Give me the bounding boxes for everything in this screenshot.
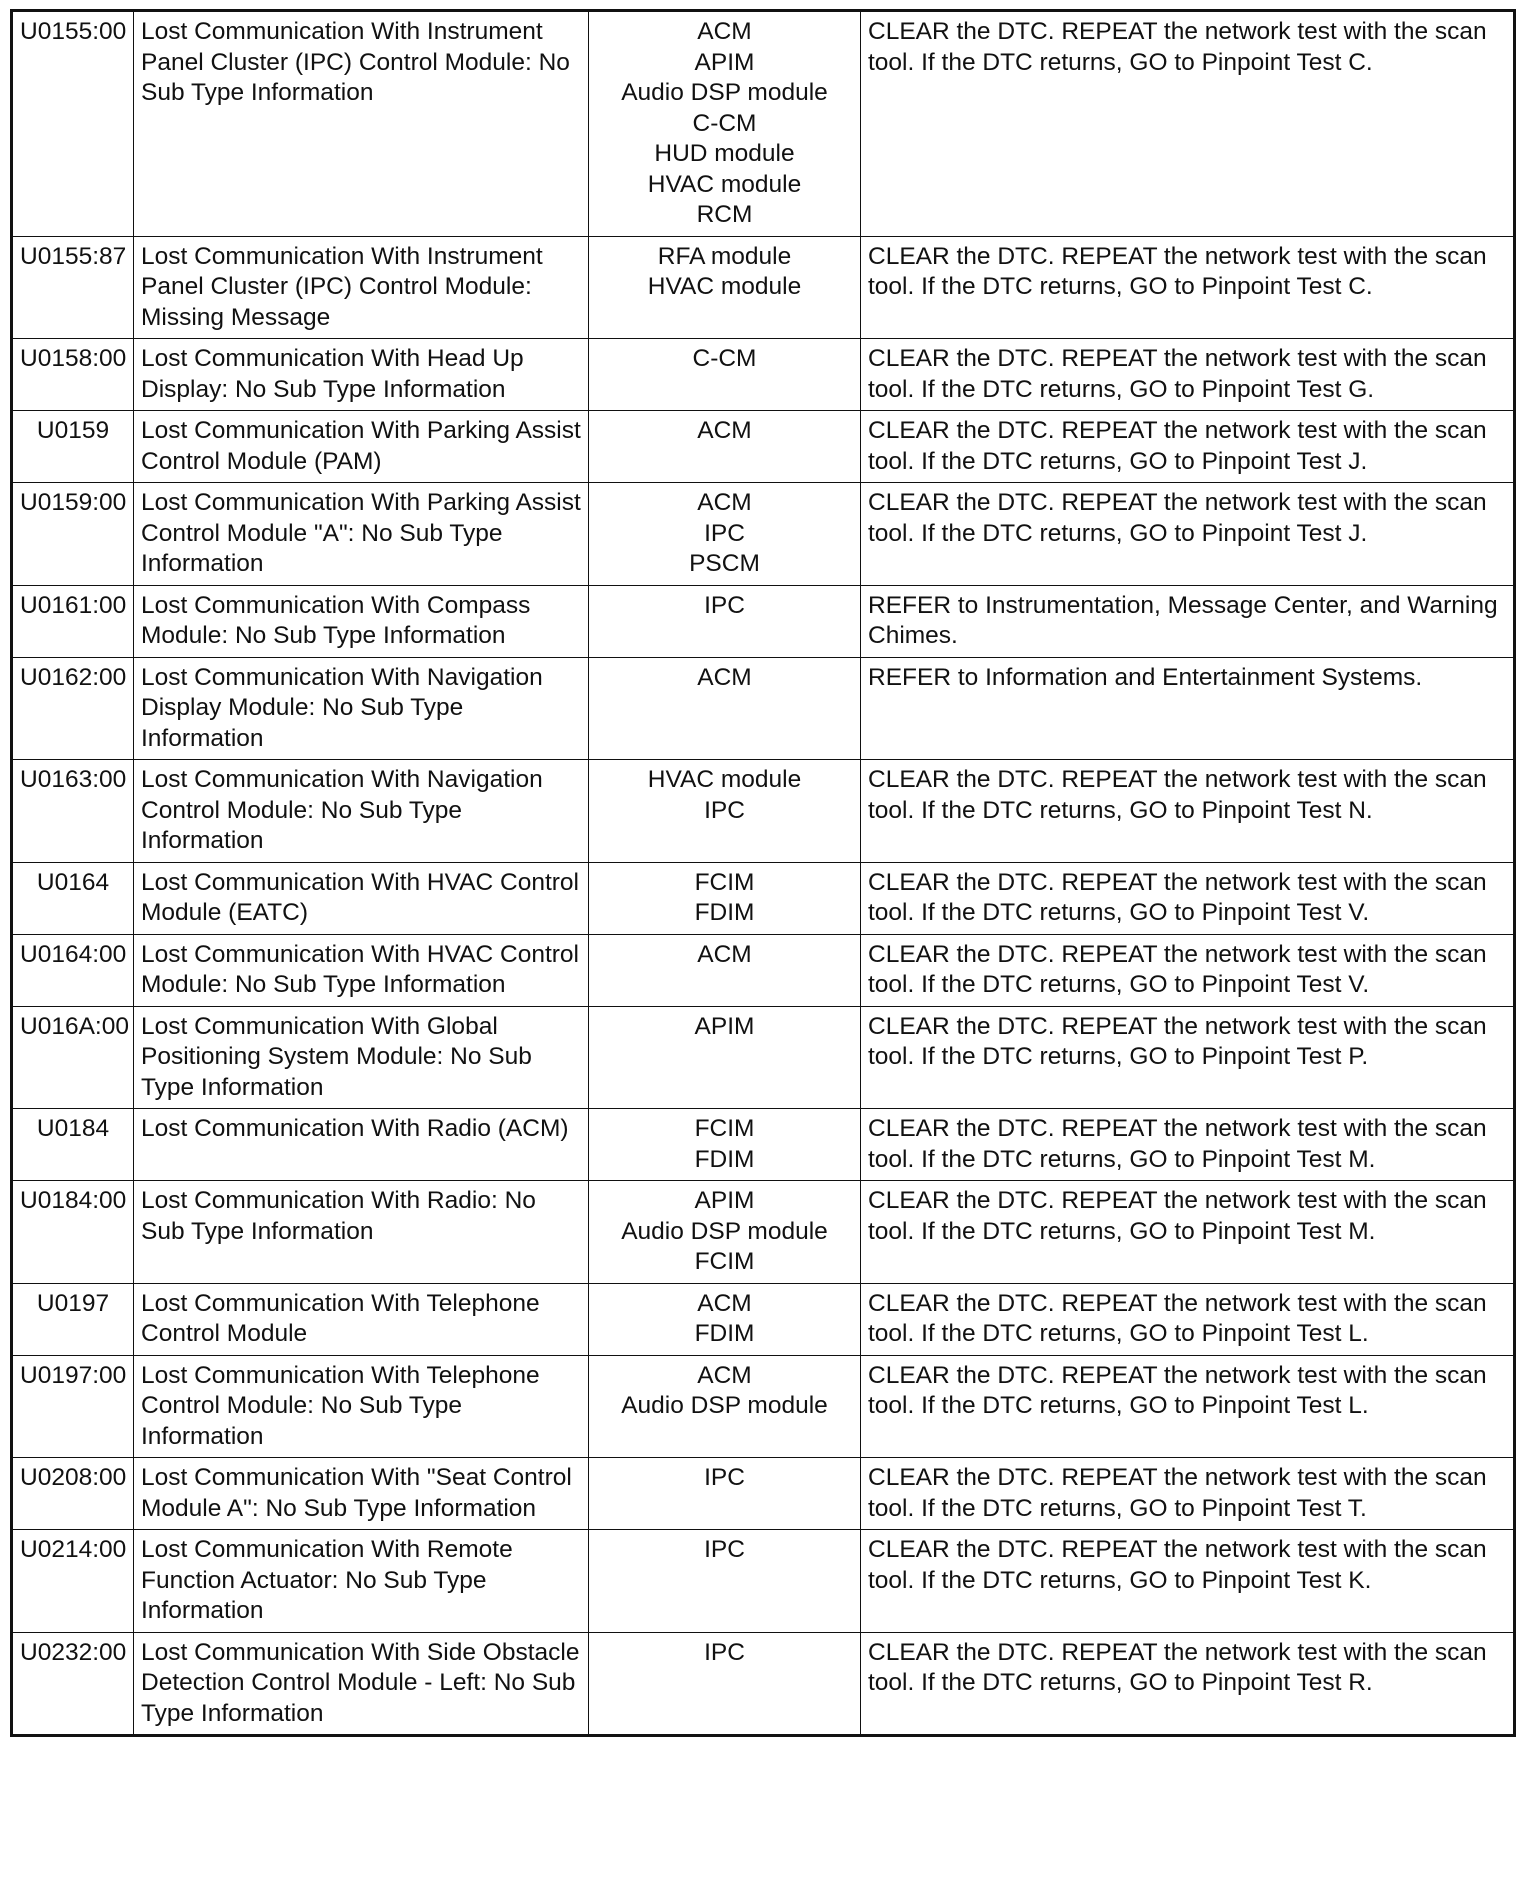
module-name: HVAC module — [647, 170, 802, 198]
dtc-description: Lost Communication With Telephone Control Module: No Sub Type Information — [134, 1355, 589, 1458]
dtc-description: Lost Communication With Parking Assist Control Module "A": No Sub Type Information — [134, 483, 589, 586]
reporting-modules — [589, 1283, 861, 1355]
table-row — [12, 934, 1515, 1006]
dtc-description: Lost Communication With Global Positioning System Module: No Sub Type Information — [134, 1006, 589, 1109]
reporting-modules — [589, 1458, 861, 1530]
module-name: APIM — [694, 48, 755, 76]
table-row — [12, 236, 1515, 339]
dtc-action: CLEAR the DTC. REPEAT the network test with the scan tool. If the DTC returns, GO to Pinpoint Test R. — [861, 1632, 1515, 1736]
dtc-table — [10, 9, 1516, 1737]
dtc-action: CLEAR the DTC. REPEAT the network test with the scan tool. If the DTC returns, GO to Pinpoint Test V. — [861, 862, 1515, 934]
reporting-modules — [589, 1181, 861, 1284]
module-name: RCM — [696, 201, 753, 228]
dtc-code: U0155:87 — [12, 236, 134, 339]
dtc-action: CLEAR the DTC. REPEAT the network test with the scan tool. If the DTC returns, GO to Pinpoint Test C. — [861, 11, 1515, 237]
reporting-modules — [589, 1355, 861, 1458]
module-name: IPC — [704, 1464, 745, 1491]
dtc-description: Lost Communication With Navigation Display Module: No Sub Type Information — [134, 657, 589, 760]
dtc-description: Lost Communication With Side Obstacle Detection Control Module - Left: No Sub Type Information — [134, 1632, 589, 1736]
dtc-action: CLEAR the DTC. REPEAT the network test with the scan tool. If the DTC returns, GO to Pinpoint Test T. — [861, 1458, 1515, 1530]
reporting-modules — [589, 1632, 861, 1736]
reporting-modules — [589, 236, 861, 339]
module-name: FDIM — [694, 1145, 755, 1173]
dtc-description: Lost Communication With Instrument Panel Cluster (IPC) Control Module: No Sub Type Information — [134, 11, 589, 237]
table-row — [12, 339, 1515, 411]
dtc-description: Lost Communication With "Seat Control Module A": No Sub Type Information — [134, 1458, 589, 1530]
reporting-modules — [589, 1109, 861, 1181]
module-name: IPC — [704, 1536, 745, 1563]
table-row — [12, 1632, 1515, 1736]
reporting-modules — [589, 483, 861, 586]
reporting-modules — [589, 585, 861, 657]
dtc-description: Lost Communication With Compass Module: No Sub Type Information — [134, 585, 589, 657]
module-name: APIM — [694, 1187, 755, 1214]
table-row — [12, 1109, 1515, 1181]
module-name: ACM — [697, 489, 752, 516]
reporting-modules — [589, 862, 861, 934]
dtc-action: CLEAR the DTC. REPEAT the network test with the scan tool. If the DTC returns, GO to Pinpoint Test M. — [861, 1181, 1515, 1284]
table-row — [12, 760, 1515, 863]
dtc-table-body — [12, 11, 1515, 1736]
dtc-description: Lost Communication With Remote Function Actuator: No Sub Type Information — [134, 1530, 589, 1633]
module-name: C-CM — [692, 345, 757, 372]
module-name: FCIM — [694, 868, 755, 896]
dtc-action: CLEAR the DTC. REPEAT the network test with the scan tool. If the DTC returns, GO to Pinpoint Test J. — [861, 483, 1515, 586]
dtc-code: U0159:00 — [12, 483, 134, 586]
reporting-modules — [589, 760, 861, 863]
module-name: Audio DSP module — [621, 79, 828, 106]
reporting-modules — [589, 934, 861, 1006]
dtc-code: U016A:00 — [12, 1006, 134, 1109]
module-name: Audio DSP module — [621, 1217, 828, 1245]
table-row — [12, 1181, 1515, 1284]
dtc-description: Lost Communication With Head Up Display: No Sub Type Information — [134, 339, 589, 411]
module-name: PSCM — [689, 550, 760, 577]
reporting-modules — [589, 657, 861, 760]
table-row — [12, 11, 1515, 237]
dtc-code: U0161:00 — [12, 585, 134, 657]
module-name: APIM — [694, 1012, 755, 1040]
dtc-action: CLEAR the DTC. REPEAT the network test with the scan tool. If the DTC returns, GO to Pinpoint Test L. — [861, 1355, 1515, 1458]
table-row — [12, 1458, 1515, 1530]
module-name: IPC — [704, 591, 745, 619]
dtc-code: U0164 — [12, 862, 134, 934]
reporting-modules — [589, 411, 861, 483]
dtc-code: U0184:00 — [12, 1181, 134, 1284]
dtc-description: Lost Communication With Radio: No Sub Type Information — [134, 1181, 589, 1284]
reporting-modules — [589, 339, 861, 411]
module-name: Audio DSP module — [621, 1392, 828, 1419]
dtc-description: Lost Communication With Parking Assist Control Module (PAM) — [134, 411, 589, 483]
table-row — [12, 585, 1515, 657]
module-name: ACM — [697, 663, 752, 691]
table-row — [12, 862, 1515, 934]
dtc-code: U0214:00 — [12, 1530, 134, 1633]
module-name: HVAC module — [647, 766, 802, 793]
dtc-code: U0162:00 — [12, 657, 134, 760]
table-row — [12, 1355, 1515, 1458]
dtc-action: CLEAR the DTC. REPEAT the network test with the scan tool. If the DTC returns, GO to Pinpoint Test N. — [861, 760, 1515, 863]
module-name: FCIM — [694, 1115, 755, 1142]
reporting-modules — [589, 1530, 861, 1633]
module-name: HVAC module — [647, 273, 802, 300]
table-row — [12, 657, 1515, 760]
module-name: ACM — [697, 940, 752, 968]
module-name: ACM — [697, 417, 752, 444]
module-name: ACM — [697, 1361, 752, 1389]
dtc-description: Lost Communication With Telephone Control Module — [134, 1283, 589, 1355]
dtc-description: Lost Communication With HVAC Control Module (EATC) — [134, 862, 589, 934]
table-row — [12, 1530, 1515, 1633]
reporting-modules — [589, 1006, 861, 1109]
module-name: IPC — [704, 1638, 745, 1666]
dtc-action: REFER to Instrumentation, Message Center, and Warning Chimes. — [861, 585, 1515, 657]
dtc-action: CLEAR the DTC. REPEAT the network test with the scan tool. If the DTC returns, GO to Pinpoint Test J. — [861, 411, 1515, 483]
dtc-code: U0155:00 — [12, 11, 134, 237]
dtc-description: Lost Communication With Navigation Control Module: No Sub Type Information — [134, 760, 589, 863]
module-name: IPC — [704, 796, 745, 824]
dtc-description: Lost Communication With Radio (ACM) — [134, 1109, 589, 1181]
table-row — [12, 483, 1515, 586]
dtc-action: REFER to Information and Entertainment Systems. — [861, 657, 1515, 760]
table-row — [12, 1283, 1515, 1355]
module-name: RFA module — [657, 242, 792, 270]
dtc-description: Lost Communication With HVAC Control Module: No Sub Type Information — [134, 934, 589, 1006]
module-name: ACM — [697, 1289, 752, 1317]
dtc-code: U0159 — [12, 411, 134, 483]
dtc-code: U0232:00 — [12, 1632, 134, 1736]
table-row — [12, 1006, 1515, 1109]
module-name: FDIM — [694, 899, 755, 926]
dtc-action: CLEAR the DTC. REPEAT the network test with the scan tool. If the DTC returns, GO to Pinpoint Test M. — [861, 1109, 1515, 1181]
table-row — [12, 411, 1515, 483]
dtc-code: U0197:00 — [12, 1355, 134, 1458]
dtc-description: Lost Communication With Instrument Panel Cluster (IPC) Control Module: Missing Message — [134, 236, 589, 339]
reporting-modules — [589, 11, 861, 237]
dtc-action: CLEAR the DTC. REPEAT the network test with the scan tool. If the DTC returns, GO to Pinpoint Test V. — [861, 934, 1515, 1006]
dtc-code: U0184 — [12, 1109, 134, 1181]
dtc-action: CLEAR the DTC. REPEAT the network test with the scan tool. If the DTC returns, GO to Pinpoint Test G. — [861, 339, 1515, 411]
module-name: IPC — [704, 519, 745, 547]
dtc-action: CLEAR the DTC. REPEAT the network test with the scan tool. If the DTC returns, GO to Pinpoint Test P. — [861, 1006, 1515, 1109]
dtc-code: U0208:00 — [12, 1458, 134, 1530]
module-name: HUD module — [654, 140, 795, 167]
dtc-action: CLEAR the DTC. REPEAT the network test with the scan tool. If the DTC returns, GO to Pinpoint Test K. — [861, 1530, 1515, 1633]
dtc-code: U0164:00 — [12, 934, 134, 1006]
module-name: FCIM — [694, 1248, 755, 1275]
module-name: C-CM — [692, 109, 757, 137]
dtc-action: CLEAR the DTC. REPEAT the network test with the scan tool. If the DTC returns, GO to Pinpoint Test C. — [861, 236, 1515, 339]
dtc-action: CLEAR the DTC. REPEAT the network test with the scan tool. If the DTC returns, GO to Pinpoint Test L. — [861, 1283, 1515, 1355]
dtc-code: U0163:00 — [12, 760, 134, 863]
dtc-code: U0158:00 — [12, 339, 134, 411]
module-name: FDIM — [694, 1320, 755, 1347]
dtc-code: U0197 — [12, 1283, 134, 1355]
module-name: ACM — [697, 18, 752, 45]
